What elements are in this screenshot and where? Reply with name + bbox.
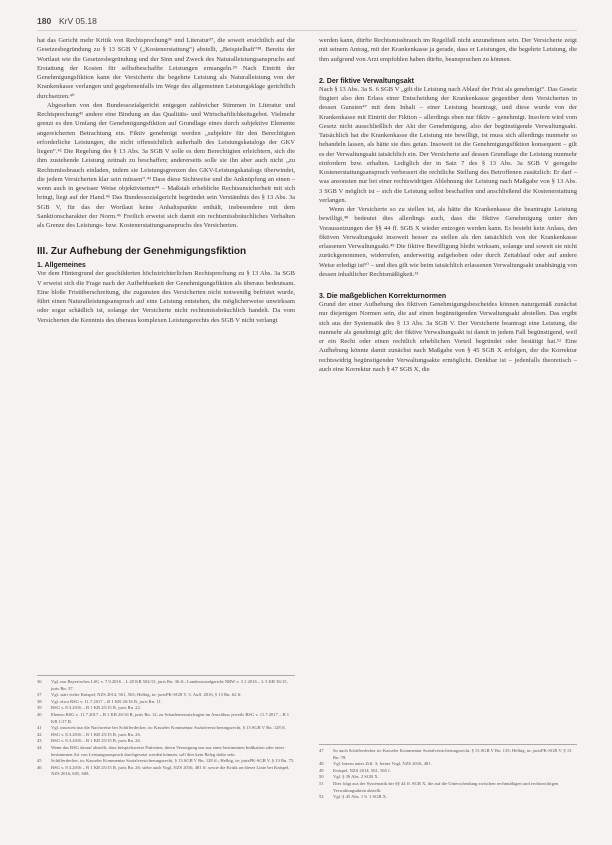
body-paragraph: Abgesehen von den Bundessozialgericht entgegen zahlreicher Stimmen in Literatur und Rechtsprechung⁴¹ andere eine Bindung an das Qualitäts- und Wirtschaftlichkeitsgebot. Vielmehr grenzt es den Umfang der Genehmigungsfiktion auf Grundlage eines durch subjektive Elemente angereicherten Betrachtung ein. Fiktiv genehmigt werden „subjektiv für den Berechtigten erforderliche Leistungen, die nicht offensichtlich außerhalb des Leistungskatalogs der GKV liegen“.⁴² Die Regelung des § 13 Abs. 3a SGB V solle es dem Berechtigten erleichtern, sich die ihm zustehende Leistung zeitnah zu beschaffen; andererseits solle sie ihn aber auch nicht „zu Rechtsmissbrauch einladen, indem sie Leistungsgrenzen des GKV-Leistungskatalogs überwindet, die jedem Versicherten klar sein müssen“.⁴³ Dass diese Sichtweise und die Anknüpfung an einen – wenn auch in gewisser Weise objektivierten⁴⁴ – Maßstab erhebliche Rechtsunsicherheit mit sich bringt, liegt auf der Hand.⁴⁵ Das Bundessozialgericht begründet sein Verständnis des § 13 Abs. 3a SGB V, für das der Wortlaut keine Anhaltspunkte enthält, insbesondere mit dem Sanktionscharakter der Norm.⁴⁶ Freilich erweist sich damit ein rechtsmissbräuchliches Verhalten als Grenze des Leistungs- bzw. Kostenerstattungsanspruchs des Versicherten.: [37, 101, 295, 229]
section-heading: III. Zur Aufhebung der Genehmigungsfiktion: [37, 246, 247, 258]
footnote: 50 Vgl. § 39 Abs. 2 SGB X.: [319, 774, 379, 780]
body-paragraph: Nach § 13 Abs. 3a S. 6 SGB V „gilt die Leistung nach Ablauf der Frist als genehmigt“. Das Gesetz fingiert also den Erlass einer Entscheidung der Krankenkasse gegenüber dem Versicherten in dessen Gunsten⁴⁷ mit dem Inhalt – einer Leistung beantragt, und diese wurde von der Krankenkasse mit Eintritt der Fiktion – allerdings eben nur fiktiv – genehmigt. Insofern wird vom Gesetz nicht ausschließlich der Akt der Genehmigung, also der begünstigende Verwaltungsakt. Tatsächlich hat die Krankenkasse die Leistung nie bewilligt, ist muss sich allerdings nunmehr so behandeln lassen, als hätte sie dies getan. Insoweit ist die Genehmigungsfiktion konsequent – gilt es der Verwaltungsakt tatsächlich ein. Der Versicherte auf dessen Grundlage die Leistung nunmehr einfordern bzw. erhalten. Lediglich der in Satz 7 des § 13 Abs. 3a SGB V geregelte Kostenerstattungsanspruch verbessert die rechtliche Stellung des Betroffenen zusätzlich: Er darf – was ansonsten nur bei einer rechtswidrigen Ablehnung der Leistung nach Maßgabe von § 13 Abs. 3 SGB V möglich ist – sich die Leistung selbst beschaffen und anschließend die Kostenerstattung verlangen.: [319, 85, 577, 204]
footnote: 38 Vgl. etwa BSG v. 11.7.2017 – B 1 KR 26/16 R, juris Rn. 11.: [37, 698, 162, 704]
footnotes-right: [319, 748, 577, 801]
journal-name: KrV 05.18: [59, 16, 97, 26]
footnote: 45 Schifferdecker, in: Kasseler Kommentar Sozialversicherungsrecht, § 13 SGB V Rn. 128 ff.; Helbig, in: jurisPK-SGB V, § 13 Rn. 75.: [37, 758, 295, 764]
footnote: 36 Vgl. nur Bayerisches LSG v. 7.9.2016 – L 20 KR 502/15, juris Rn. 36 ff.; Landessozialgericht NRW v. 3.1.2016 – L 5 KR 36/15, juris Rn. 37.: [37, 679, 288, 691]
right-column: [319, 36, 577, 374]
footnote: 40 Ebenso BSG v. 11.7.2017 – B 1 KR 26/16 R, juris Rn. 12; zu Schadensersatzfragen im Anschluss jeweils BSG v. 11.7.2017 – B 1 KR 1/17 R.: [37, 711, 290, 724]
footnote: 43 BSG v. 8.3.2016 – B 1 KR 25/15 R, juris Rn. 26.: [37, 738, 141, 744]
body-paragraph: Vor dem Hintergrund der geschilderten höchstrichterlichen Rechtsprechung zu § 13 Abs. 3a SGB V erweist sich die Frage nach der Aufhebbarkeit der Genehmigungsfiktion als überaus bedeutsam. Eine bloße Fristüberschreitung, die zugunsten des Versicherten nicht notwendig befristet wurde, führt einen Naturalleistungsanspruch auf eine Leistung entstehen, die möglicherweise unwirksam oder sogar schädlich ist, solange der Versicherte nicht rechtsmissbräuchlich handelt. Da vom Versicherten die Kenntnis des überaus komplexen Leistungsrechts des SGB V nicht verlangt: [37, 270, 295, 324]
left-column: [37, 36, 295, 325]
footnote-rule: [319, 744, 577, 745]
footnote: 52 Vgl. § 45 Abs. 1 S. 1 SGB X.: [319, 794, 388, 800]
subsection-heading: 1. Allgemeines: [37, 262, 86, 270]
footnote: 51 Dies folgt aus der Systematik der §§ 44 ff. SGB X, die auf die Unterscheidung zwischen rechtmäßigen und rechtswidrigen Verwaltungsakten abstellt.: [319, 780, 559, 793]
footnote-rule: [37, 675, 295, 676]
footnote: 46 BSG v. 8.3.2016 – B 1 KR 25/15 R, juris Rn. 26; siehe auch Vogl, NZS 2016, 481 ff. sowie die Kritik an dieser Linie bei Knispel, NZS 2016, 605, 608.: [37, 764, 290, 777]
footnote: 49 Knispel, NZS 2014, 561, 565 f.: [319, 767, 391, 773]
subsection-heading: 2. Der fiktive Verwaltungsakt: [319, 77, 414, 85]
body-paragraph: Wenn der Versicherte so zu stellen ist, als hätte die Krankenkasse die beantragte Leistung bewilligt,⁴⁸ bedeutet dies allerdings auch, dass die fiktive Genehmigung unter den Voraussetzungen der §§ 44 ff. SGB X wieder entzogen werden kann. Es besteht kein Anlass, den fiktiven Verwaltungsakt insoweit besser zu stellen als den tatsächlich von der Krankenkasse erlassenen Verwaltungsakt.⁴⁹ Die fiktive Bewilligung bleibt wirksam, solange und soweit sie nicht zurückgenommen, widerrufen, anderweitig aufgehoben oder durch Zeitablauf oder auf andere Weise erledigt ist⁵⁰ – und dies gilt wie beim tatsächlich erlassenen Verwaltungsakt unabhängig von dessen inhaltlicher Rechtsmäßigkeit.⁵¹: [319, 206, 577, 278]
footnote: 37 Vgl. statt vieler Knispel, NZS 2014, 561, 563; Helbig, in: jurisPK-SGB V, 3. Aufl. 2016, § 13 Rn. 62 ff.: [37, 692, 242, 698]
header-rule: [37, 30, 577, 31]
footnote: 42 BSG v. 8.3.2016 – B 1 KR 25/15 R, juris Rn. 26.: [37, 731, 141, 737]
footnote: 48 Vgl. hierzu unter Ziff. 3; ferner Vogl, NZS 2016, 481.: [319, 761, 432, 767]
footnote: 41 Vgl. insoweit nur die Nachweise bei Schifferdecker, in: Kasseler Kommentar Sozialversicherungsrecht, § 13 SGB V Rn. 128 ff.: [37, 725, 286, 731]
page-header: [37, 16, 577, 30]
subsection-heading: 3. Die maßgeblichen Korrekturnormen: [319, 293, 447, 300]
body-paragraph: Grund der einer Aufhebung des fiktiven Genehmigungsbescheides können naturgemäß zunächst nur diejenigen Normen sein, die auf einen begünstigenden Verwaltungsakt abstellen. Das ergibt sich aus der Systematik des § 13 Abs. 3a SGB V. Der Versicherte beantragt eine Leistung, die nunmehr als genehmigt gilt; der fiktive Verwaltungsakt ist damit in jedem Fall begünstigend, weil er ein Recht oder einen rechtlich erheblichen Vorteil begründet oder bestätigt hat.⁵² Eine Aufhebung könnte damit zunächst nach Maßgabe von § 45 SGB X erfolgen, der die Korrektur rechtswidrig begünstigender Verwaltungsakte ermöglicht. Denkbar ist – jedenfalls theoretisch – auch eine Korrektur nach § 47 SGB X, die: [319, 301, 577, 373]
footnotes-left: [37, 679, 295, 778]
footnote: 44 Wenn das BSG darauf abstellt, dass beispielsweise Patienten, deren Versorgung nur aus einer bestimmten Indikation oder einer bestimmten Art von Leistungsanspruch durchgesetzt werden können, soll dies kein Beleg dafür sein.: [37, 744, 285, 757]
body-paragraph: werden kann, dürfte Rechtsmissbrauch im Regelfall nicht anzunehmen sein. Der Versicherte zeigt mit seinem Antrag, mit der Krankenkasse ja gerade, dass er Leistungen, die begehrte Leistung, die ihm aufgrund von Arzt empfohlen haben dürfte, beanspruchen zu können.: [319, 37, 577, 63]
footnote: 39 BSG v. 8.3.2016 – B 1 KR 25/15 R, juris Rn. 22.: [37, 705, 141, 711]
footnote: 47 So auch Schifferdecker in: Kasseler Kommentar Sozialversicherungsrecht, § 13 SGB V Rn. 135; Helbig, in: jurisPK-SGB V, § 13 Rn. 78.: [319, 748, 572, 760]
body-paragraph: hat das Gericht mehr Kritik von Rechtsprechung³⁶ und Literatur³⁷, die soweit ersichtlich auf die Gesetzesbegründung zu § 13 SGB V („Kostenerstattung“) abstellt, „Beispielhaft“³⁸. Bereits der Wortlaut wie die Gesetzesbegründung und der Sinn und Zweck des Naturalleistungsanspruchs auf Erstattung der Kosten für selbstbeschaffte Leistungen ermangeln.³⁹ Nach Eintritt der Genehmigungsfiktion kann der Versicherte die begehrte Leistung als Naturalleistung von der Krankenkasse verlangen und gegebenenfalls im Wege des allgemeinen Leistungsklage gerichtlich durchsetzen.⁴⁰: [37, 37, 295, 100]
page-number: 180: [37, 16, 52, 26]
